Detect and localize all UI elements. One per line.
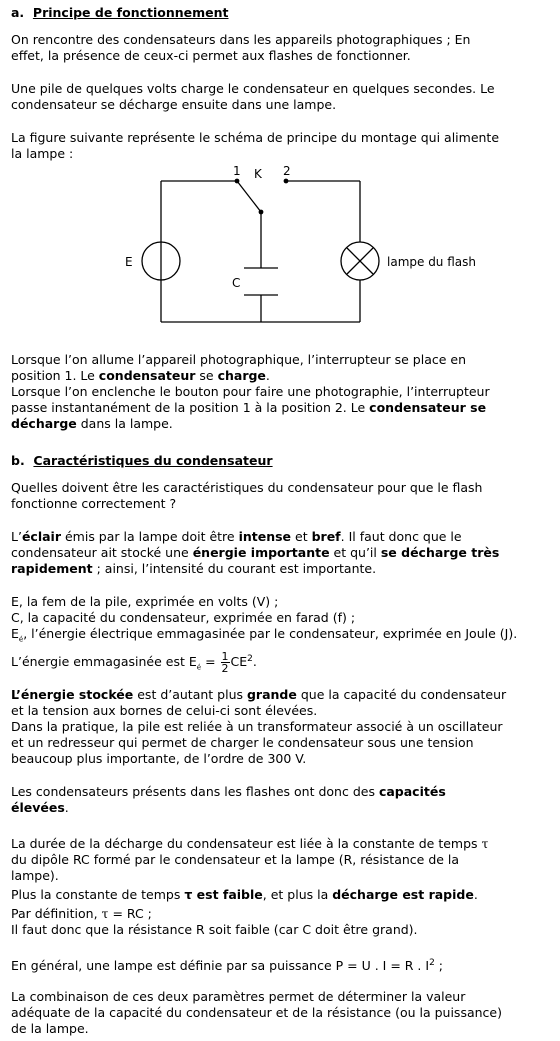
label-position-2: 2 [283, 164, 291, 178]
paragraph-flash-requirements [11, 529, 541, 577]
paragraph-figure-intro [11, 130, 541, 162]
paragraph-intro [11, 32, 541, 64]
paragraph-definitions [11, 594, 541, 648]
text-line: du dipôle RC formé par le condensateur et la lampe (R, résistance de la [11, 852, 460, 867]
paragraph-operation [11, 352, 541, 432]
section-b-letter: b. [11, 453, 25, 468]
text-line: La figure suivante représente le schéma de principe du montage qui alimente [11, 130, 500, 145]
text-line: adéquate de la capacité du condensateur et de la résistance (ou la puissance) [11, 1005, 502, 1020]
text-line: décharge dans la lampe. [11, 416, 173, 431]
text-line: effet, la présence de ceux-ci permet aux flashes de fonctionner. [11, 48, 411, 63]
contact-2 [284, 179, 289, 184]
text-line: La durée de la décharge du condensateur est liée à la constante de temps τ [11, 836, 489, 851]
text-line: La combinaison de ces deux paramètres permet de déterminer la valeur [11, 989, 466, 1004]
paragraph-question [11, 480, 541, 512]
label-capacitor-c: C [232, 276, 241, 290]
text-line: Lorsque l’on enclenche le bouton pour faire une photographie, l’interrupteur [11, 384, 490, 399]
text-line: $E_é$, l’énergie électrique emmagasinée par le condensateur, exprimée en Joule (J). [11, 626, 518, 644]
text-line: L’éclair émis par la lampe doit être intense et bref. Il faut donc que le [11, 529, 462, 544]
text-line: Il faut donc que la résistance R soit faible (car C doit être grand). [11, 922, 418, 937]
switch-pivot [259, 210, 264, 215]
text-line: On rencontre des condensateurs dans les appareils photographiques ; En [11, 32, 471, 47]
text-line: rapidement ; ainsi, l’intensité du courant est importante. [11, 561, 377, 576]
section-a-title: Principe de fonctionnement [32, 5, 229, 20]
text-line: beaucoup plus importante, de l’ordre de 300 V. [11, 751, 307, 766]
text-line: condensateur se décharge ensuite dans une lampe. [11, 97, 337, 112]
text-line: fonctionne correctement ? [11, 496, 177, 511]
contact-1 [235, 179, 240, 184]
text-line: et la tension aux bornes de celui-ci sont élevées. [11, 703, 318, 718]
section-a-letter: a. [11, 5, 25, 20]
text-line: Lorsque l’on allume l’appareil photographique, l’interrupteur se place en [11, 352, 467, 367]
label-position-1: 1 [233, 164, 241, 178]
text-line: de la lampe. [11, 1021, 89, 1036]
label-source-e: E [125, 255, 133, 269]
text-line: Les condensateurs présents dans les flashes ont donc des capacités [11, 784, 446, 799]
energy-equation: L’énergie emmagasinée est $E_é$ = $\frac{1}{2}$ $CE^2$. [11, 650, 257, 676]
paragraph-capacities [11, 784, 541, 816]
text-line: la lampe : [11, 146, 74, 161]
text-line: élevées. [11, 800, 69, 815]
text-line: L’énergie stockée est d’autant plus grande que la capacité du condensateur [11, 687, 507, 702]
paragraph-stored-energy [11, 687, 541, 767]
paragraph-power [11, 955, 541, 974]
lamp-icon [341, 242, 379, 280]
section-b-title: Caractéristiques du condensateur [33, 453, 273, 468]
switch-blade [237, 181, 261, 212]
paragraph-conclusion [11, 989, 541, 1037]
text-line: C, la capacité du condensateur, exprimée en farad (f) ; [11, 610, 356, 625]
text-line: Par définition, τ = RC ; [11, 906, 152, 921]
text-line: Quelles doivent être les caractéristiques du condensateur pour que le flash [11, 480, 483, 495]
section-b-heading [11, 453, 541, 469]
generator-icon [142, 242, 180, 280]
text-line: Dans la pratique, la pile est reliée à un transformateur associé à un oscillateur [11, 719, 503, 734]
fraction-one-half: $\frac{1}{2}$ [221, 650, 229, 676]
label-lamp: lampe du flash [387, 255, 476, 269]
label-switch-k: K [254, 167, 262, 181]
text-line: E, la fem de la pile, exprimée en volts (V) ; [11, 594, 279, 609]
section-a-heading [11, 5, 541, 21]
text-line: Une pile de quelques volts charge le condensateur en quelques secondes. Le [11, 81, 495, 96]
paragraph-time-constant [11, 836, 541, 938]
text-line: passe instantanément de la position 1 à la position 2. Le condensateur se [11, 400, 487, 415]
text-line: En général, une lampe est définie par sa puissance P = U . I = R . $I^2$ ; [11, 958, 443, 974]
text-line: condensateur ait stocké une énergie importante et qu’il se décharge très [11, 545, 500, 560]
text-line: Plus la constante de temps τ est faible, et plus la décharge est rapide. [11, 887, 478, 902]
paragraph-pile [11, 81, 541, 113]
text-line: lampe). [11, 868, 59, 883]
text-line: et un redresseur qui permet de charger le condensateur sous une tension [11, 735, 474, 750]
text-line: position 1. Le condensateur se charge. [11, 368, 270, 383]
